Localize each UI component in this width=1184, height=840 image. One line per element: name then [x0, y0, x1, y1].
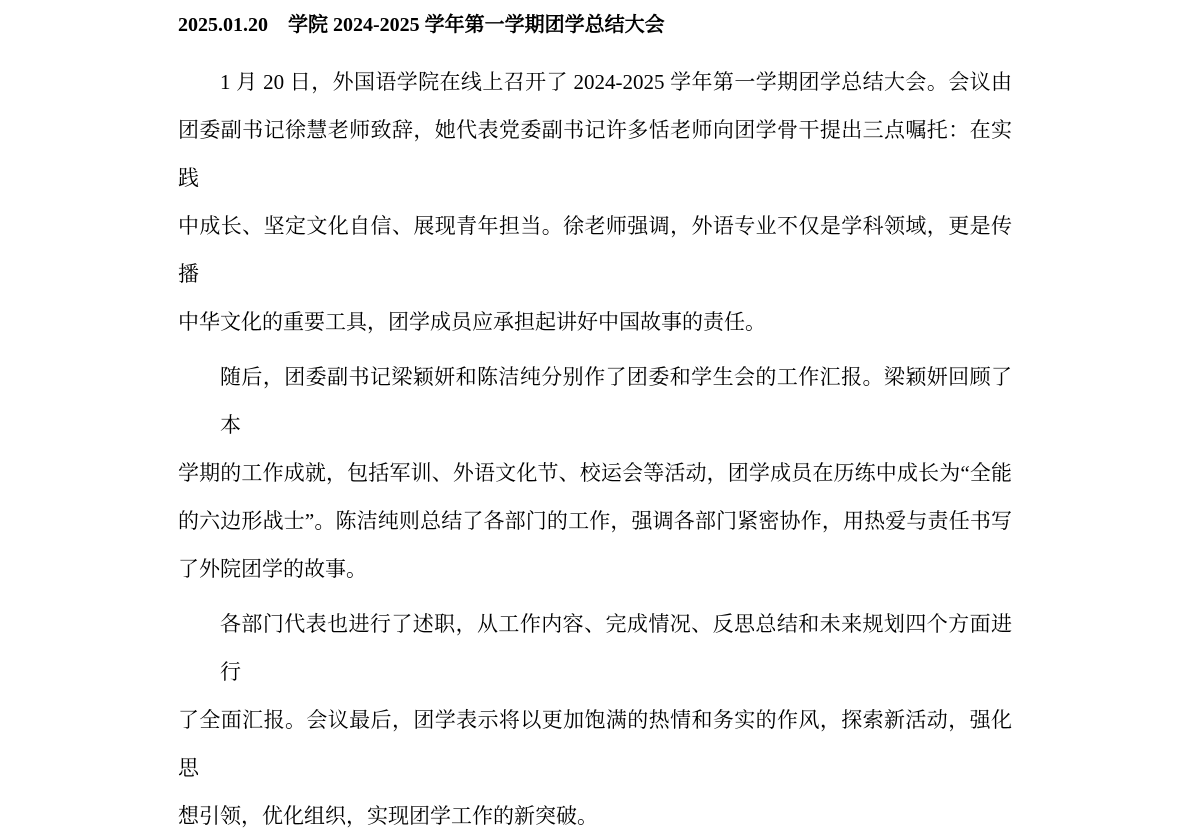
text-line: 想引领，优化组织，实现团学工作的新突破。	[178, 804, 598, 828]
text-line: 各部门代表也进行了述职，从工作内容、完成情况、反思总结和未来规划四个方面进行	[220, 612, 1012, 684]
text-line: 1 月 20 日，外国语学院在线上召开了 2024-2025 学年第一学期团学总结大会。会议由	[220, 70, 1012, 94]
paragraph	[178, 353, 1012, 593]
text-line: 学期的工作成就，包括军训、外语文化节、校运会等活动，团学成员在历练中成长为“全能	[178, 461, 1012, 485]
text-line: 中华文化的重要工具，团学成员应承担起讲好中国故事的责任。	[178, 310, 766, 334]
paragraph	[178, 600, 1012, 840]
paragraph	[178, 58, 1012, 346]
text-line: 了外院团学的故事。	[178, 557, 367, 581]
text-line: 的六边形战士”。陈洁纯则总结了各部门的工作，强调各部门紧密协作，用热爱与责任书写	[178, 509, 1012, 533]
document-body	[178, 58, 1012, 840]
text-line: 了全面汇报。会议最后，团学表示将以更加饱满的热情和务实的作风，探索新活动，强化思	[178, 708, 1012, 780]
text-line: 随后，团委副书记梁颖妍和陈洁纯分别作了团委和学生会的工作汇报。梁颖妍回顾了本	[220, 365, 1012, 437]
text-line: 中成长、坚定文化自信、展现青年担当。徐老师强调，外语专业不仅是学科领域，更是传播	[178, 214, 1012, 286]
page-title: 2025.01.20 学院 2024-2025 学年第一学期团学总结大会	[178, 14, 665, 36]
text-line: 团委副书记徐慧老师致辞，她代表党委副书记许多恬老师向团学骨干提出三点嘱托：在实践	[178, 118, 1012, 190]
